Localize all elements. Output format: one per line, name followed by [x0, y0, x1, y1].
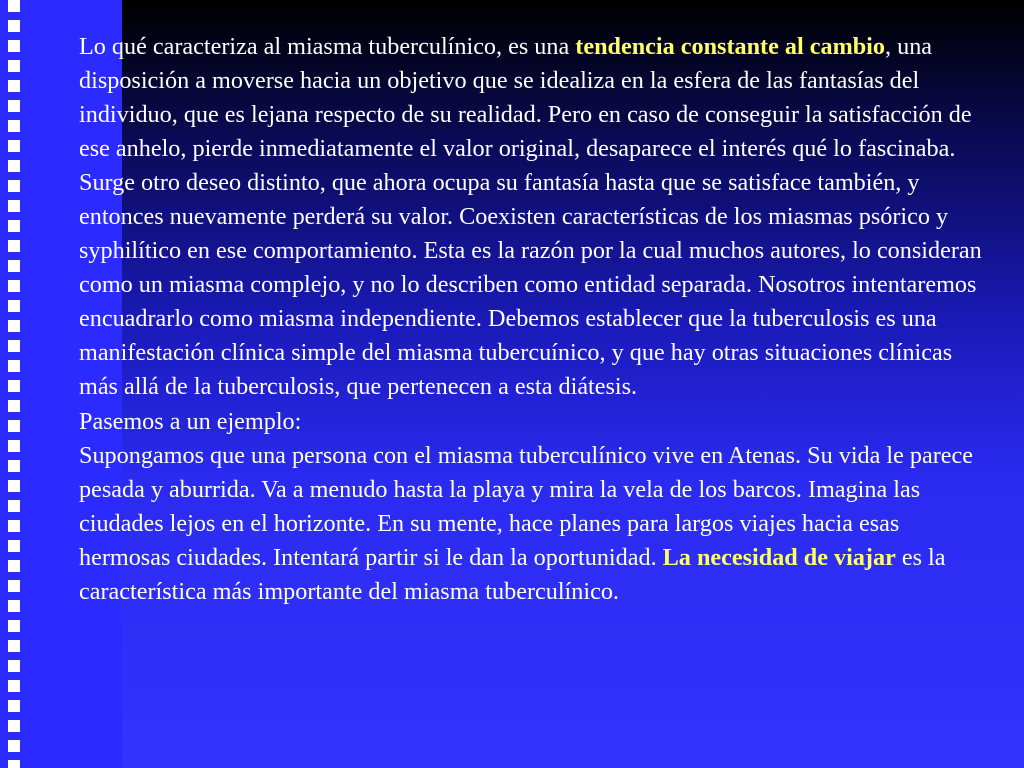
- decorative-square: [8, 740, 20, 752]
- decorative-square: [8, 280, 20, 292]
- decorative-square: [8, 700, 20, 712]
- highlight-tendencia-constante: tendencia constante al cambio: [575, 33, 885, 60]
- decorative-square: [8, 240, 20, 252]
- decorative-square: [8, 60, 20, 72]
- decorative-square: [8, 40, 20, 52]
- decorative-square: [8, 600, 20, 612]
- decorative-square: [8, 660, 20, 672]
- decorative-square: [8, 380, 20, 392]
- decorative-square: [8, 620, 20, 632]
- decorative-square: [8, 760, 20, 768]
- decorative-square: [8, 160, 20, 172]
- paragraph1-text-start: Lo qué caracteriza al miasma tuberculínico, es una: [79, 33, 576, 60]
- paragraph1-text-rest: , una disposición a moverse hacia un objetivo que se idealiza en la esfera de las fantasías del individuo, que es lejana respecto de su realidad. Pero en caso de conseguir la satisfacción de ese anhelo, pierde inmediatamente el valor original, desaparece el interés qué lo fascinaba. Surge otro deseo distinto, que ahora ocupa su fantasía hasta que se satisface también, y entonces nuevamente perderá su valor. Coexisten características de los miasmas psórico y syphilítico en ese comportamiento. Esta es la razón por la cual muchos autores, lo consideran como un miasma complejo, y no lo describen como entidad separada. Nosotros intentaremos encuadrarlo como miasma independiente. Debemos establecer que la tuberculosis es una manifestación clínica simple del miasma tubercuínico, y que hay otras situaciones clínicas más allá de la tuberculosis, que pertenecen a esta diátesis.: [79, 33, 982, 401]
- decorative-square: [8, 440, 20, 452]
- decorative-square: [8, 180, 20, 192]
- decorative-square: [8, 220, 20, 232]
- paragraph3-text-start: Supongamos que una persona con el miasma tuberculínico vive en Atenas. Su vida le parece pesada y aburrida. Va a menudo hasta la playa y mira la vela de los barcos. Imagina las ciudades lejos en el horizonte. En su mente, hace planes para largos viajes hacia esas hermosas ciudades. Intentará partir si le dan la oportunidad.: [79, 441, 974, 571]
- decorative-square: [8, 20, 20, 32]
- decorative-square: [8, 580, 20, 592]
- paragraph-example-intro: Pasemos a un ejemplo:: [79, 407, 302, 435]
- decorative-square: [8, 520, 20, 532]
- decorative-square: [8, 680, 20, 692]
- decorative-square-column: [8, 0, 24, 768]
- decorative-square: [8, 640, 20, 652]
- decorative-square: [8, 200, 20, 212]
- decorative-square: [8, 480, 20, 492]
- decorative-square: [8, 720, 20, 732]
- decorative-square: [8, 360, 20, 372]
- decorative-square: [8, 0, 20, 12]
- decorative-square: [8, 560, 20, 572]
- decorative-square: [8, 540, 20, 552]
- slide-text-body: [79, 30, 984, 609]
- decorative-square: [8, 300, 20, 312]
- decorative-square: [8, 140, 20, 152]
- highlight-necesidad-viajar: La necesidad de viajar: [662, 543, 896, 571]
- paragraph-miasma-description: [79, 30, 984, 405]
- decorative-square: [8, 400, 20, 412]
- decorative-square: [8, 100, 20, 112]
- decorative-square: [8, 460, 20, 472]
- paragraph-example-athens: [79, 439, 984, 609]
- paragraph3-text-rest: es la característica más importante del miasma tuberculínico.: [79, 543, 946, 605]
- decorative-square: [8, 500, 20, 512]
- decorative-square: [8, 120, 20, 132]
- decorative-square: [8, 340, 20, 352]
- decorative-square: [8, 80, 20, 92]
- decorative-square: [8, 420, 20, 432]
- decorative-square: [8, 320, 20, 332]
- decorative-square: [8, 260, 20, 272]
